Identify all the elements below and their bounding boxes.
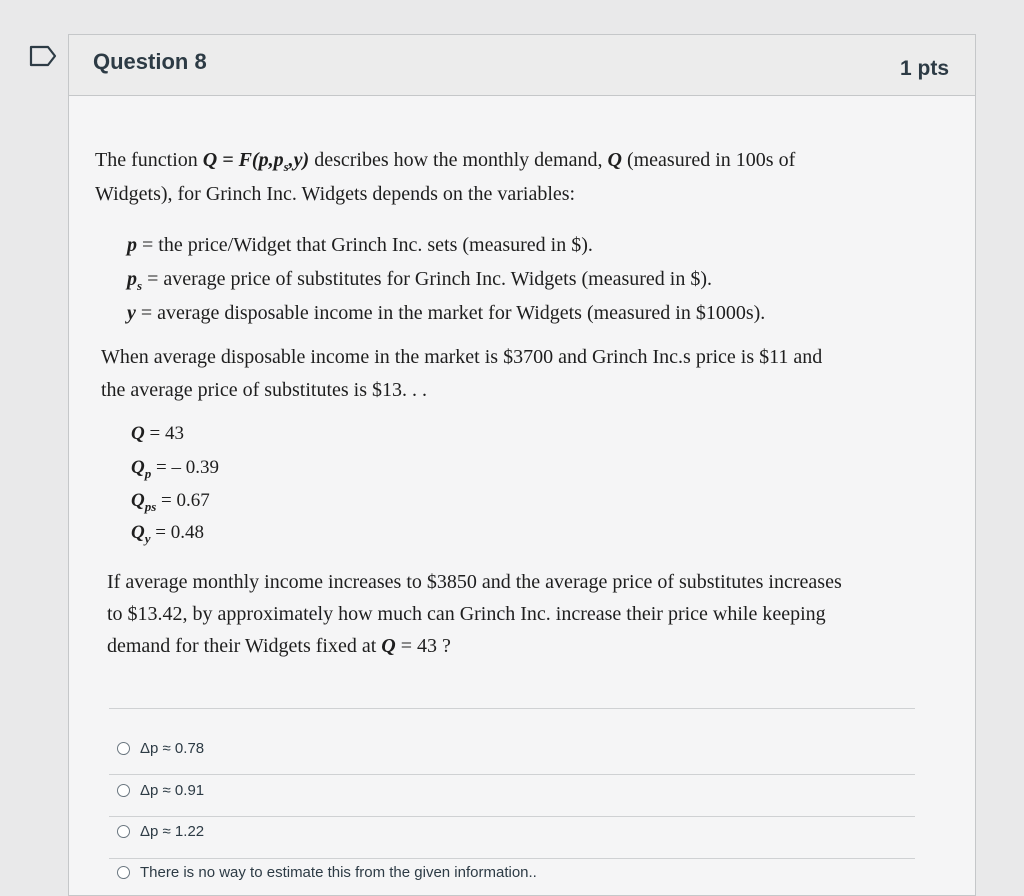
radio-button[interactable] — [117, 866, 130, 879]
var-definition: y = average disposable income in the market for Widgets (measured in $1000s). — [127, 302, 766, 324]
value-line: $Q_{ps} = 0.67$ — [131, 490, 210, 514]
var-definition: p = the price/Widget that Grinch Inc. sets (measured in $). — [127, 234, 593, 256]
answer-divider — [109, 858, 915, 859]
question-body — [69, 96, 975, 895]
answer-divider — [109, 816, 915, 817]
answer-option[interactable] — [117, 740, 204, 757]
when-line-2: the average price of substitutes is $13. . . — [101, 379, 428, 401]
answer-option[interactable] — [117, 864, 537, 881]
answer-option[interactable] — [117, 823, 204, 840]
value-line: $Q_p$ = – 0.39 — [131, 457, 219, 481]
question-header — [69, 35, 975, 96]
question-points: 1 pts — [899, 57, 949, 80]
answer-label: Δp ≈ 0.91 — [140, 782, 205, 799]
radio-button[interactable] — [117, 825, 130, 838]
var-definition: $p_s$ = average price of substitutes for Grinch Inc. Widgets (measured in $). — [127, 268, 712, 293]
answer-label: There is no way to estimate this from the given information.. — [140, 864, 537, 881]
ask-line-1: If average monthly income increases to $3850 and the average price of substitutes increases — [107, 571, 842, 593]
radio-button[interactable] — [117, 784, 130, 797]
question-title: Question 8 — [93, 49, 207, 74]
ask-line-2: to $13.42, by approximately how much can Grinch Inc. increase their price while keeping — [107, 603, 826, 625]
when-line-1: When average disposable income in the market is $3700 and Grinch Inc.s price is $11 and — [101, 346, 823, 368]
question-card — [68, 34, 976, 896]
ask-line-3: demand for their Widgets fixed at Q = 43 ? — [107, 635, 451, 657]
intro-line-1: The function $Q = F(p,p_s,y)$ describes how the monthly demand, Q (measured in 100s of — [95, 149, 796, 174]
answer-label: Δp ≈ 1.22 — [140, 823, 205, 840]
answer-option[interactable] — [117, 782, 204, 799]
intro-line-2: Widgets), for Grinch Inc. Widgets depends on the variables: — [95, 183, 576, 205]
answer-divider — [109, 774, 915, 775]
answer-divider — [109, 708, 915, 709]
bookmark-icon[interactable] — [28, 44, 58, 68]
radio-button[interactable] — [117, 742, 130, 755]
value-line: Q = 43 — [131, 423, 184, 444]
answer-label: Δp ≈ 0.78 — [140, 740, 205, 757]
value-line: $Q_y = 0.48$ — [131, 522, 204, 546]
